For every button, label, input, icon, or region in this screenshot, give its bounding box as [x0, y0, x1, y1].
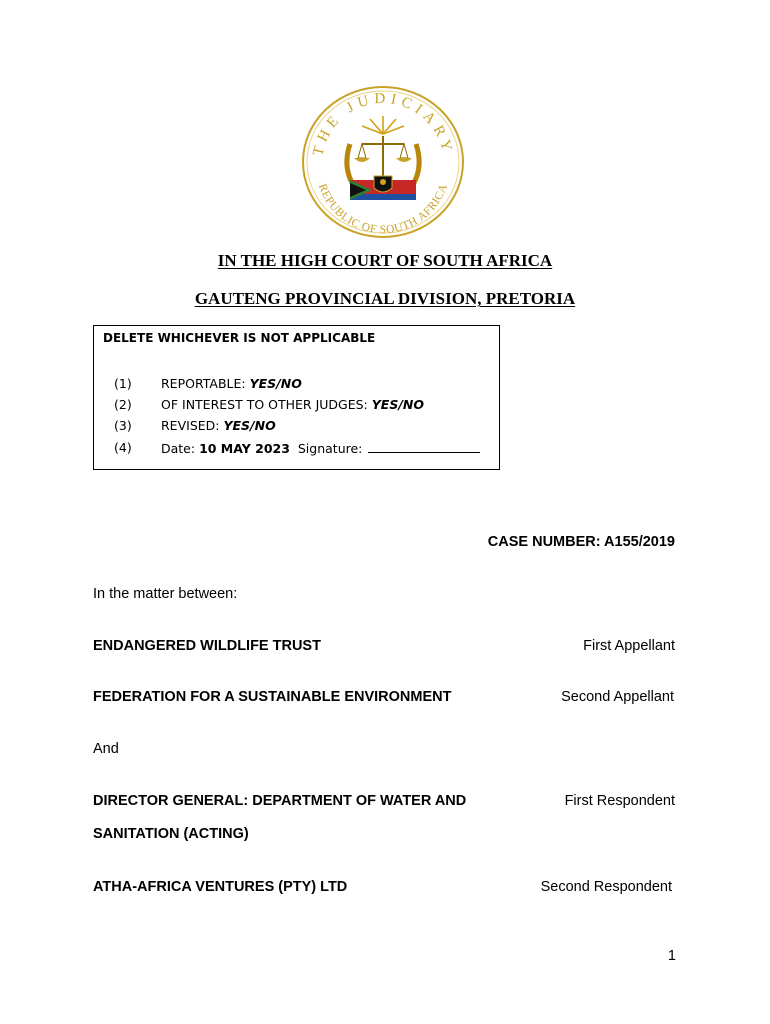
signature-line	[368, 440, 480, 453]
matter-intro: In the matter between:	[93, 586, 238, 602]
party-name: ENDANGERED WILDLIFE TRUST	[93, 638, 321, 654]
party-role: First Appellant	[583, 638, 675, 654]
seal-bottom-text: REPUBLIC OF SOUTH AFRICA	[315, 182, 451, 237]
item-value: YES/NO	[249, 376, 302, 391]
court-division: GAUTENG PROVINCIAL DIVISION, PRETORIA	[194, 289, 576, 308]
case-number: CASE NUMBER: A155/2019	[487, 534, 675, 550]
reportability-notice-box	[93, 325, 500, 470]
item-value: YES/NO	[371, 397, 424, 412]
date-value: 10 MAY 2023	[199, 441, 290, 456]
party-name-line1: DIRECTOR GENERAL: DEPARTMENT OF WATER AND	[93, 793, 467, 809]
signature-label: Signature:	[297, 441, 363, 456]
party-name-line2: SANITATION (ACTING)	[93, 826, 249, 842]
item-label: REPORTABLE:	[161, 376, 250, 391]
item-label: OF INTEREST TO OTHER JUDGES:	[161, 397, 372, 412]
court-title: IN THE HIGH COURT OF SOUTH AFRICA	[217, 251, 553, 270]
item-number: (4)	[114, 440, 132, 455]
judiciary-seal-logo	[300, 84, 466, 240]
party-name: FEDERATION FOR A SUSTAINABLE ENVIRONMENT	[93, 689, 452, 705]
party-name: ATHA-AFRICA VENTURES (PTY) LTD	[93, 879, 348, 895]
seal-top-text: THE JUDICIARY	[310, 90, 456, 158]
item-number: (3)	[114, 418, 132, 433]
party-role: Second Appellant	[561, 689, 674, 705]
party-role: First Respondent	[564, 793, 675, 809]
party-role: Second Respondent	[540, 879, 672, 895]
item-label: Date:	[161, 441, 200, 456]
item-value: YES/NO	[223, 418, 276, 433]
item-number: (1)	[114, 376, 132, 391]
item-number: (2)	[114, 397, 132, 412]
item-label: REVISED:	[161, 418, 224, 433]
notice-heading: DELETE WHICHEVER IS NOT APPLICABLE	[103, 331, 376, 345]
conjunction: And	[93, 741, 119, 757]
page-number: 1	[667, 948, 676, 964]
